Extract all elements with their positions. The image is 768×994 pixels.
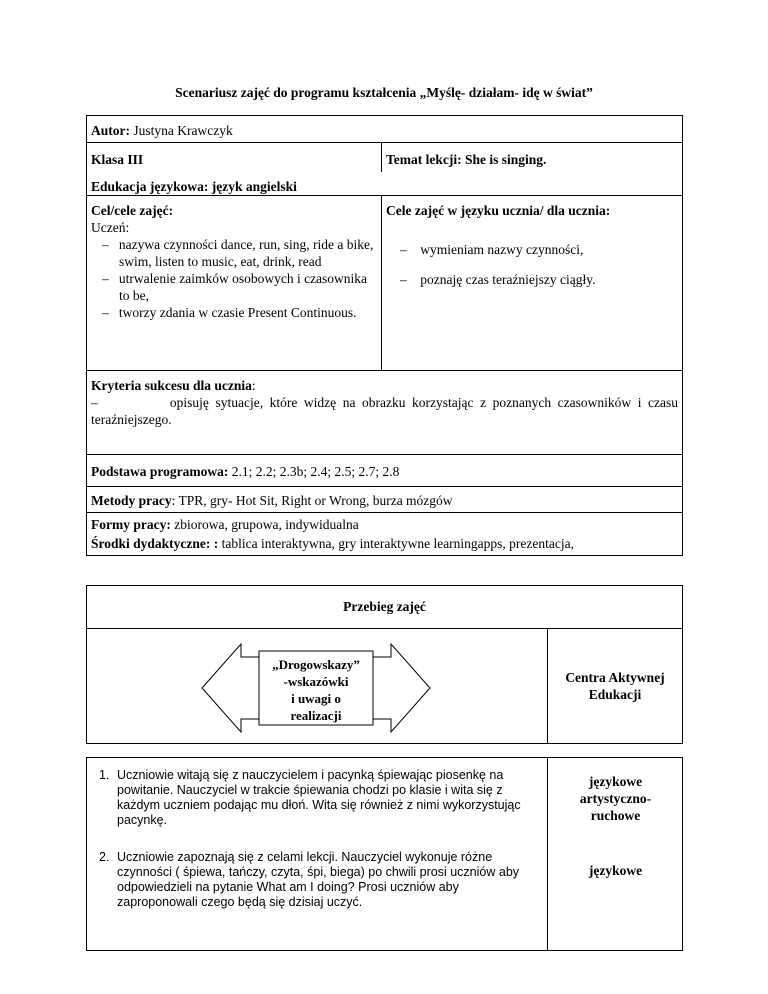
- curriculum-cell: [87, 455, 683, 487]
- goal-item: – nazywa czynności dance, run, sing, ride a bike, swim, listen to music, eat, drink, read: [102, 237, 374, 269]
- step-item: 1. Uczniowie witają się z nauczycielem i pacynką śpiewając piosenkę na powitanie. Nauczyciel w trakcie śpiewania chodzi po klasie i wita się z każdym uczniem podając mu dłoń. Wita się również z nimi wykorzystując pacynkę.: [99, 768, 521, 827]
- center-heading-line: Edukacji: [588, 687, 642, 702]
- lesson-info-table: [86, 115, 683, 556]
- aids-cell: [87, 535, 683, 555]
- step-item: 2. Uczniowie zapoznają się z celami lekcji. Nauczyciel wykonuje różne czynności ( śpiewa, tańczy, czyta, śpi, biega) po chwili prosi uczniów aby odpowiedzieli na pytanie What am I doing? Prosi uczniów aby zaproponowali czego będą się dzisiaj uczyć.: [99, 850, 520, 909]
- goals-cell: [87, 196, 382, 371]
- criteria-text: – opisuję sytuacje, które widzę na obrazku korzystając z poznanych czasowników i czasu teraźniejszego.: [91, 395, 679, 427]
- student-goals-heading: Cele zajęć w języku ucznia/ dla ucznia:: [386, 203, 611, 218]
- category-label: językowe: [588, 863, 643, 878]
- criteria-label: Kryteria sukcesu dla ucznia: [91, 378, 252, 393]
- author-value: Justyna Krawczyk: [130, 123, 233, 138]
- aids-label: Środki dydaktyczne: :: [91, 536, 219, 551]
- goals-heading: Cel/cele zajęć:: [91, 203, 174, 218]
- goal-item: – utrwalenie zaimków osobowych i czasownika to be,: [102, 271, 368, 303]
- curriculum-label: Podstawa programowa:: [91, 464, 229, 479]
- lesson-plan-header: [86, 585, 683, 744]
- document-title: Scenariusz zajęć do programu kształcenia „Myślę- działam- idę w świat”: [175, 85, 593, 100]
- forms-label: Formy pracy:: [91, 517, 171, 532]
- forms-cell: [87, 513, 683, 536]
- class-label: Klasa III: [91, 152, 144, 167]
- author-label: Autor:: [91, 123, 130, 138]
- methods-label: Metody pracy: [91, 493, 172, 508]
- aids-value: tablica interaktywna, gry interaktywne learningapps, prezentacja,: [218, 536, 575, 551]
- plan-heading: Przebieg zajęć: [87, 586, 683, 629]
- criteria-cell: Kryteria sukcesu dla ucznia: – opisuję sytuacje, które widzę na obrazku korzystając z poznanych czasowników i czasu teraźniejszego.: [87, 371, 683, 455]
- category-label: językowe artystyczno- ruchowe: [579, 774, 652, 823]
- goals-intro: Uczeń:: [91, 220, 130, 235]
- center-heading-cell: [548, 629, 683, 744]
- signpost-cell: [87, 629, 548, 744]
- topic-label: Temat lekcji: She is singing.: [386, 152, 547, 167]
- goals-list: [91, 236, 377, 321]
- methods-value: : TPR, gry- Hot Sit, Right or Wrong, burza mózgów: [171, 493, 453, 508]
- methods-cell: [87, 487, 683, 513]
- author-cell: [87, 116, 683, 143]
- center-heading-line: Centra Aktywnej: [565, 670, 665, 685]
- column-divider: [381, 143, 382, 172]
- signpost-label: „Drogowskazy” -wskazówki i uwagi o realizacji: [272, 657, 360, 723]
- forms-value: zbiorowa, grupowa, indywidualna: [170, 517, 359, 532]
- lesson-steps-table: [86, 757, 683, 951]
- steps-list: [87, 768, 535, 910]
- class-topic-cell: [87, 143, 683, 196]
- education-label: Edukacja językowa: język angielski: [91, 179, 297, 194]
- student-goal-item: – poznaję czas teraźniejszy ciągły.: [400, 272, 596, 287]
- categories-cell: [548, 758, 683, 951]
- goal-item: – tworzy zdania w czasie Present Continuous.: [102, 305, 357, 320]
- curriculum-value: 2.1; 2.2; 2.3b; 2.4; 2.5; 2.7; 2.8: [228, 464, 400, 479]
- student-goals-cell: [382, 196, 683, 371]
- steps-cell: [87, 758, 548, 951]
- student-goal-item: – wymieniam nazwy czynności,: [400, 242, 584, 257]
- student-goals-list: [386, 241, 678, 289]
